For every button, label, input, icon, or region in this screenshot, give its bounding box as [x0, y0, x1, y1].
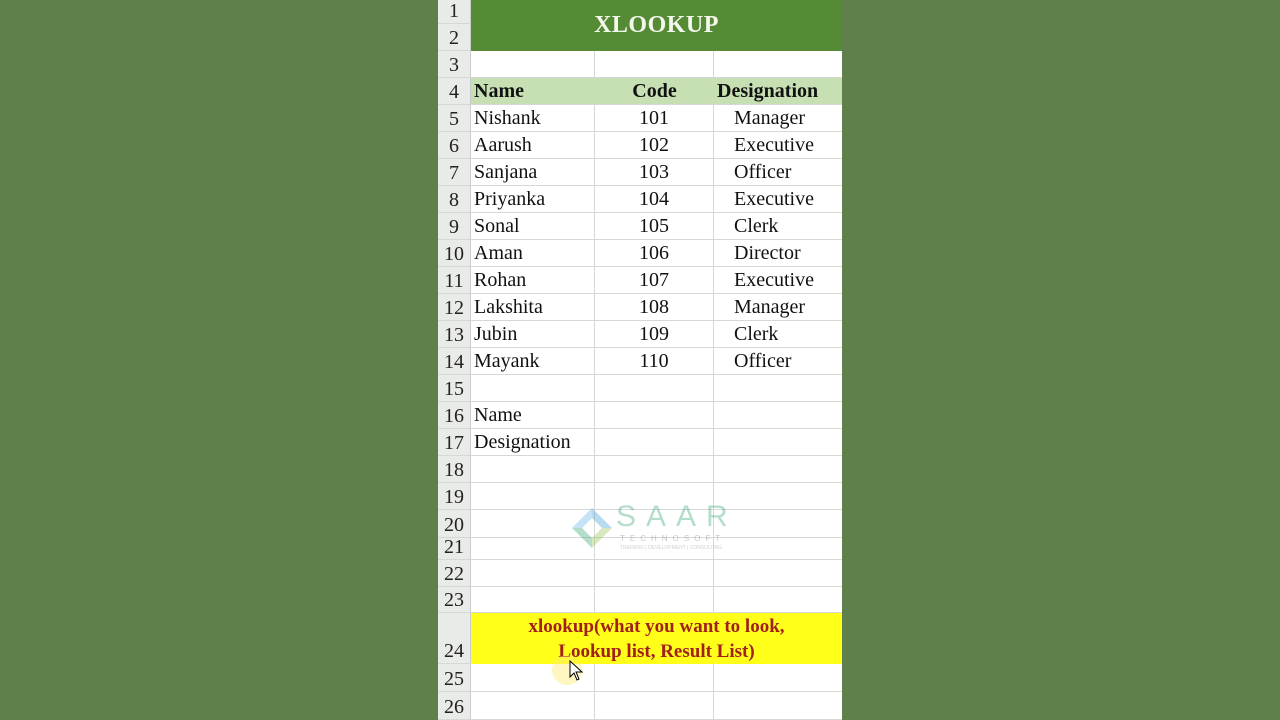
lookup-name-row	[438, 402, 842, 429]
cell[interactable]	[595, 560, 714, 586]
column-header-designation[interactable]: Designation	[717, 80, 819, 102]
cell-designation[interactable]: Executive	[734, 134, 814, 156]
saar-logo-icon	[570, 506, 614, 550]
table-row	[438, 132, 842, 159]
row-25	[438, 664, 842, 692]
cell-name[interactable]: Rohan	[471, 267, 595, 293]
saar-technosoft-watermark	[570, 500, 740, 555]
column-header-code[interactable]: Code	[632, 80, 677, 102]
cell-designation[interactable]: Clerk	[734, 215, 779, 237]
table-row	[438, 267, 842, 294]
cell-name[interactable]: Priyanka	[471, 186, 595, 212]
row-number[interactable]: 19	[444, 486, 464, 508]
title-cell[interactable]: XLOOKUP	[471, 0, 842, 51]
table-row	[438, 159, 842, 186]
row-23	[438, 587, 842, 613]
cell[interactable]	[714, 587, 842, 612]
row-number[interactable]: 6	[449, 135, 459, 157]
row-number[interactable]: 7	[449, 162, 459, 184]
syntax-note-cell[interactable]	[471, 613, 842, 664]
cell-code[interactable]: 101	[595, 105, 714, 131]
cell[interactable]	[471, 51, 595, 77]
spreadsheet	[438, 0, 842, 720]
cell-designation[interactable]: Executive	[734, 269, 814, 291]
row-number[interactable]: 24	[444, 640, 464, 662]
row-number[interactable]: 4	[449, 81, 459, 103]
cell[interactable]	[714, 429, 842, 455]
cell-code[interactable]: 103	[595, 159, 714, 185]
watermark-tagline: TRAINING | DEVELOPMENT | CONSULTING	[620, 545, 723, 551]
row-number[interactable]: 3	[449, 54, 459, 76]
cell[interactable]	[714, 402, 842, 428]
cell-code[interactable]: 107	[595, 267, 714, 293]
lookup-name-input[interactable]	[595, 402, 714, 428]
cell-designation[interactable]: Executive	[734, 188, 814, 210]
row-26	[438, 692, 842, 720]
cell[interactable]	[714, 664, 842, 691]
cell[interactable]	[714, 456, 842, 482]
cell[interactable]	[471, 692, 595, 719]
lookup-designation-label[interactable]: Designation	[471, 429, 595, 455]
row-number[interactable]: 11	[444, 270, 464, 292]
row-number[interactable]: 20	[444, 514, 464, 536]
table-row	[438, 294, 842, 321]
cell-name[interactable]: Jubin	[471, 321, 595, 347]
column-header-name[interactable]: Name	[474, 80, 524, 102]
row-number[interactable]: 16	[444, 405, 464, 427]
cell-designation[interactable]: Manager	[734, 107, 806, 129]
row-number[interactable]: 13	[444, 324, 464, 346]
cell-designation[interactable]: Officer	[734, 350, 792, 372]
cell-name[interactable]: Aarush	[471, 132, 595, 158]
row-number[interactable]: 17	[444, 432, 464, 454]
cell-designation[interactable]: Manager	[734, 296, 806, 318]
cell[interactable]	[714, 51, 842, 77]
cell-code[interactable]: 109	[595, 321, 714, 347]
row-number[interactable]: 5	[449, 108, 459, 130]
syntax-note-line-2: Lookup list, Result List)	[558, 641, 755, 662]
row-number[interactable]: 9	[449, 216, 459, 238]
table-row	[438, 321, 842, 348]
cell[interactable]	[595, 51, 714, 77]
header-row	[438, 78, 842, 105]
row-number[interactable]: 25	[444, 668, 464, 690]
row-number[interactable]: 10	[444, 243, 464, 265]
row-number[interactable]: 26	[444, 696, 464, 718]
row-number[interactable]: 21	[444, 536, 464, 558]
row-number[interactable]: 14	[444, 351, 464, 373]
row-number[interactable]: 18	[444, 459, 464, 481]
lookup-designation-result[interactable]	[595, 429, 714, 455]
row-number[interactable]: 1	[449, 0, 459, 22]
cell-name[interactable]: Aman	[471, 240, 595, 266]
cell[interactable]	[471, 587, 595, 612]
cell[interactable]	[714, 560, 842, 586]
cell-name[interactable]: Nishank	[471, 105, 595, 131]
cell[interactable]	[595, 587, 714, 612]
row-number[interactable]: 23	[444, 589, 464, 611]
cell[interactable]	[595, 664, 714, 691]
cell[interactable]	[471, 456, 595, 482]
row-number[interactable]: 2	[449, 27, 459, 49]
row-number[interactable]: 12	[444, 297, 464, 319]
cell-code[interactable]: 104	[595, 186, 714, 212]
row-number[interactable]: 15	[444, 378, 464, 400]
cell-designation[interactable]: Director	[734, 242, 801, 264]
row-number[interactable]: 8	[449, 189, 459, 211]
cell-code[interactable]: 102	[595, 132, 714, 158]
cell-name[interactable]: Lakshita	[471, 294, 595, 320]
cell-name[interactable]: Mayank	[471, 348, 595, 374]
cell[interactable]	[595, 692, 714, 719]
table-row	[438, 213, 842, 240]
lookup-designation-row	[438, 429, 842, 456]
cell-name[interactable]: Sonal	[471, 213, 595, 239]
cell[interactable]	[595, 375, 714, 401]
table-row	[438, 105, 842, 132]
cell[interactable]	[471, 560, 595, 586]
cell-code[interactable]: 108	[595, 294, 714, 320]
cell-code[interactable]: 105	[595, 213, 714, 239]
cell-designation[interactable]: Officer	[734, 161, 792, 183]
table-row	[438, 348, 842, 375]
row-3[interactable]	[438, 51, 842, 78]
watermark-sub: TECHNOSOFT	[620, 534, 726, 543]
cell[interactable]	[471, 375, 595, 401]
cell[interactable]	[595, 456, 714, 482]
mouse-pointer-icon	[569, 660, 585, 682]
row-18	[438, 456, 842, 483]
row-22	[438, 560, 842, 587]
row-number[interactable]: 22	[444, 563, 464, 585]
cell[interactable]	[714, 375, 842, 401]
cell-code[interactable]: 110	[595, 348, 714, 374]
cell[interactable]	[714, 692, 842, 719]
syntax-note-line-1: xlookup(what you want to look,	[528, 616, 785, 637]
watermark-brand: SAAR	[616, 500, 738, 533]
row-15	[438, 375, 842, 402]
cell-code[interactable]: 106	[595, 240, 714, 266]
lookup-name-label[interactable]: Name	[471, 402, 595, 428]
cell-designation[interactable]: Clerk	[734, 323, 779, 345]
cell-name[interactable]: Sanjana	[471, 159, 595, 185]
table-row	[438, 186, 842, 213]
table-row	[438, 240, 842, 267]
